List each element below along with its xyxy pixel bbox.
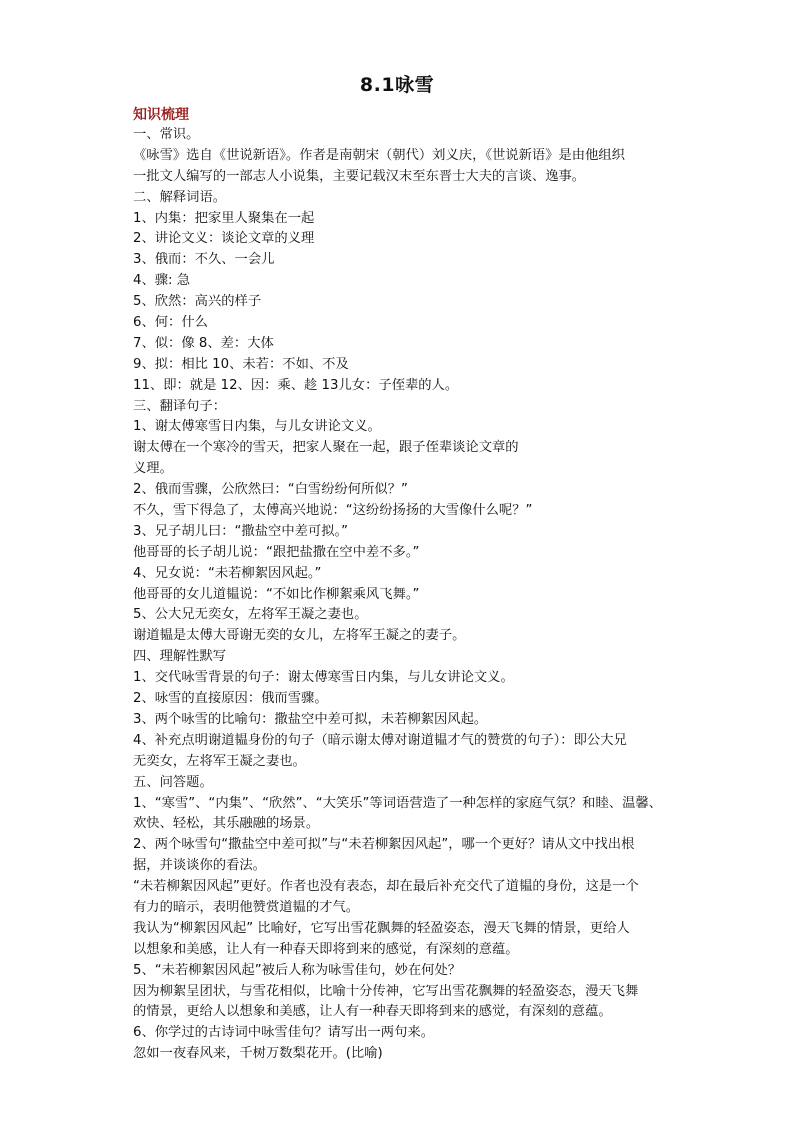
text-line: 我认为“柳絮因风起” 比喻好，它写出雪花飘舞的轻盈姿态，漫天飞舞的情景，更给人 [133,920,630,936]
text-line: 1、谢太傅寒雪日内集，与儿女讲论文义。 [133,419,381,435]
page-title: 8.1咏雪 [359,74,435,96]
text-line: 5、欣然：高兴的样子 [133,294,262,310]
text-line: 一、常识。 [133,127,200,142]
text-line: 五、问答题。 [133,774,213,790]
text-line: 他哥哥的长子胡儿说：“跟把盐撒在空中差不多。” [133,544,420,560]
text-line: 7、似：像 8、差：大体 [133,335,274,351]
text-line: 9、拟：相比 10、未若：不如、不及 [133,356,349,372]
section-label: 知识梳理 [133,107,189,123]
text-line: 3、俄而：不久、一会儿 [133,252,275,268]
text-line: 4、兄女说：“未若柳絮因风起。” [133,565,322,581]
text-line: 欢快、轻松，其乐融融的场景。 [133,816,320,832]
text-line: 《咏雪》选自《世说新语》。作者是南朝宋（朝代）刘义庆，《世说新语》是由他组织 [133,147,625,163]
text-line: 忽如一夜春风来，千树万数梨花开。(比喻) [133,1046,383,1062]
text-line: 3、兄子胡儿曰：“撒盐空中差可拟。” [133,523,349,539]
text-line: “未若柳絮因风起”更好。作者也没有表态，却在最后补充交代了道韫的身份，这是一个 [133,879,639,895]
text-line: 谢道韫是太傅大哥谢无奕的女儿，左将军王凝之的妻子。 [133,628,466,644]
text-line: 三、翻译句子： [133,398,227,414]
text-line: 4、补充点明谢道韫身份的句子（暗示谢太傅对谢道韫才气的赞赏的句子）：即公大兄 [133,732,627,748]
text-line: 6、何：什么 [133,315,208,331]
text-line: 四、理解性默写 [133,649,227,665]
text-line: 据，并谈谈你的看法。 [133,858,266,874]
text-line: 2、咏雪的直接原因：俄而雪骤。 [133,691,328,707]
text-line: 1、交代咏雪背景的句子：谢太傅寒雪日内集，与儿女讲论文义。 [133,670,514,686]
text-line: 一批文人编写的一部志人小说集，主要记载汉末至东晋士大夫的言谈、逸事。 [133,168,586,184]
text-line: 4、骤: 急 [133,273,191,289]
text-line: 二、解释词语。 [133,189,227,205]
text-line: 有力的暗示，表明他赞赏道韫的才气。 [133,899,360,915]
text-line: 以想象和美感，让人有一种春天即将到来的感觉，有深刻的意蕴。 [133,941,519,957]
text-line: 不久，雪下得急了，太傅高兴地说：“这纷纷扬扬的大雪像什么呢？” [133,503,533,519]
text-line: 谢太傅在一个寒冷的雪天，把家人聚在一起，跟子侄辈谈论文章的 [133,440,519,456]
text-line: 3、两个咏雪的比喻句：撒盐空中差可拟，未若柳絮因风起。 [133,711,488,727]
text-line: 无奕女，左将军王凝之妻也。 [133,753,306,769]
text-line: 因为柳絮呈团状，与雪花相似，比喻十分传神，它写出雪花飘舞的轻盈姿态，漫天飞舞 [133,983,639,999]
text-line: 5、“未若柳絮因风起”被后人称为咏雪佳句，妙在何处？ [133,962,462,978]
text-line: 6、你学过的古诗词中咏雪佳句？请写出一两句来。 [133,1025,434,1041]
text-line: 1、“寒雪”、“内集”、“欣然”、“大笑乐”等词语营造了一种怎样的家庭气氛？和睦、温馨、 [133,795,662,811]
document-body [133,125,673,1065]
text-line: 2、两个咏雪句“撒盐空中差可拟”与“未若柳絮因风起”，哪一个更好？请从文中找出根 [133,837,635,853]
text-line: 5、公大兄无奕女，左将军王凝之妻也。 [133,607,368,623]
text-line: 2、俄而雪骤，公欣然曰：“白雪纷纷何所似？” [133,482,408,498]
text-line: 1、内集：把家里人聚集在一起 [133,210,315,226]
text-line: 2、讲论文义：谈论文章的义理 [133,231,315,247]
text-line: 他哥哥的女儿道韫说：“不如比作柳絮乘风飞舞。” [133,586,420,602]
text-line: 的情景，更给人以想象和美感，让人有一种春天即将到来的感觉，有深刻的意蕴。 [133,1004,612,1020]
text-line: 义理。 [133,461,173,477]
text-line: 11、即：就是 12、因：乘、趁 13儿女：子侄辈的人。 [133,377,459,393]
